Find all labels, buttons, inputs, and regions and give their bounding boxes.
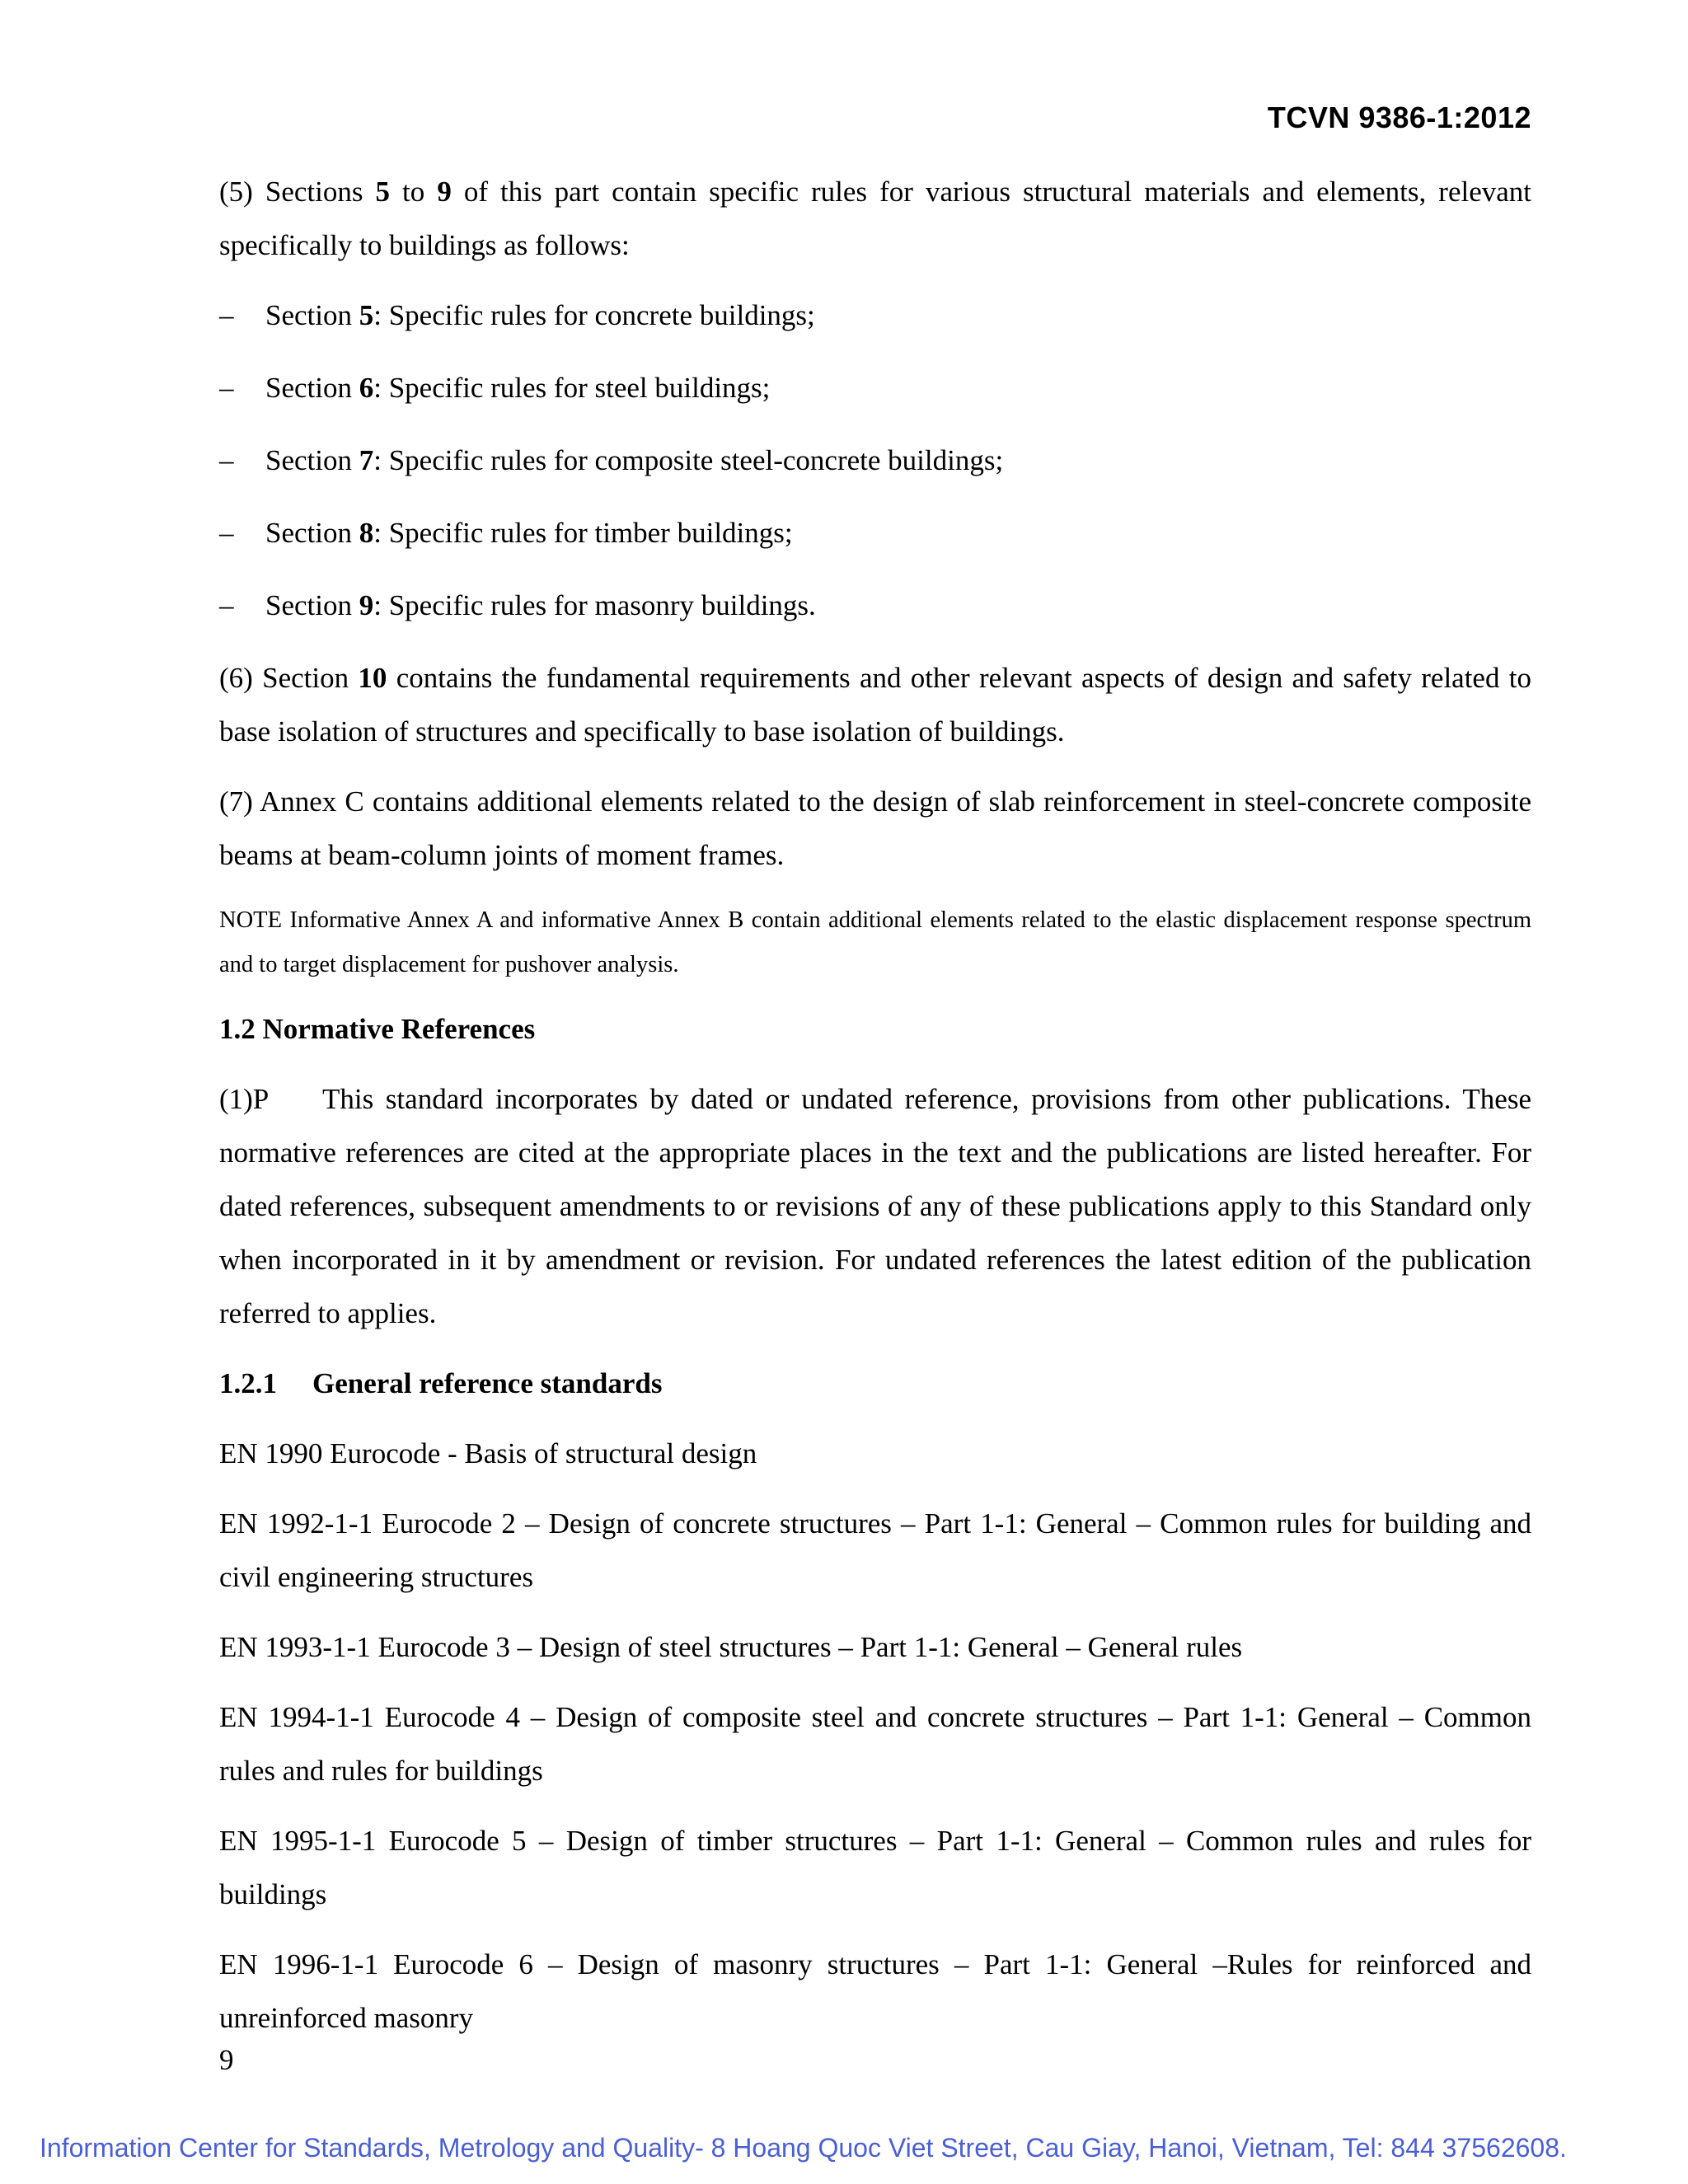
heading-general-reference-standards: [219, 1357, 1531, 1410]
list-item: – Section 5: Specific rules for concrete buildings;: [219, 288, 1531, 342]
list-item: – Section 7: Specific rules for composite steel-concrete buildings;: [219, 434, 1531, 487]
section-number: 7: [359, 444, 374, 476]
reference-entry: EN 1992-1-1 Eurocode 2 – Design of concrete structures – Part 1-1: General – Common rules for building and civil engineering structures: [219, 1507, 1531, 1593]
list-item: – Section 6: Specific rules for steel buildings;: [219, 361, 1531, 415]
section-number: 6: [359, 372, 374, 404]
p6-section-number: 10: [358, 662, 387, 694]
list-dash: –: [219, 517, 234, 549]
paragraph-1p: (1)P This standard incorporates by dated or undated reference, provisions from other publications. These normative references are cited at the appropriate places in the text and the publications are listed hereafter. For dated references, subsequent amendments to or revisions of any of these publications apply to this Standard only when incorporated in it by amendment or revision. For undated references the latest edition of the publication referred to applies.: [219, 1072, 1531, 1340]
list-item: – Section 8: Specific rules for timber buildings;: [219, 506, 1531, 560]
heading-normative-references: 1.2 Normative References: [219, 1013, 536, 1045]
reference-entry: EN 1994-1-1 Eurocode 4 – Design of composite steel and concrete structures – Part 1-1: General – Common rules and rules for buildings: [219, 1701, 1531, 1787]
p5-mid: to: [390, 176, 438, 208]
p5-section-start: 5: [375, 176, 390, 208]
section-number: 5: [359, 299, 374, 331]
heading-title: General reference standards: [312, 1367, 663, 1399]
section-number: 9: [359, 589, 374, 621]
heading-number: 1.2.1: [219, 1367, 277, 1399]
p5-prefix: (5) Sections: [219, 176, 376, 208]
list-item: – Section 9: Specific rules for masonry buildings.: [219, 579, 1531, 632]
section-number: 8: [359, 517, 374, 549]
provision-tag: (1)P: [219, 1083, 270, 1115]
paragraph-7: (7) Annex C contains additional elements related to the design of slab reinforcement in steel-concrete composite beams at beam-column joints of moment frames.: [219, 785, 1531, 871]
p5-section-end: 9: [437, 176, 452, 208]
sections-list: [219, 288, 1531, 632]
note-paragraph: NOTE Informative Annex A and informative Annex B contain additional elements related to the elastic displacement response spectrum and to target displacement for pushover analysis.: [219, 907, 1531, 977]
reference-entry: EN 1995-1-1 Eurocode 5 – Design of timber structures – Part 1-1: General – Common rules and rules for buildings: [219, 1825, 1531, 1910]
paragraph-6: (6) Section 10 contains the fundamental requirements and other relevant aspects of design and safety related to base isolation of structures and specifically to base isolation of buildings.: [219, 662, 1531, 748]
page-number: 9: [219, 2044, 234, 2076]
paragraph-5: [219, 165, 1531, 272]
footer-contact-info: Information Center for Standards, Metrology and Quality- 8 Hoang Quoc Viet Street, Cau Giay, Hanoi, Vietnam, Tel: 844 37562608.: [40, 2133, 1567, 2163]
list-dash: –: [219, 589, 234, 621]
list-dash: –: [219, 444, 234, 476]
page-content: [219, 165, 1531, 2061]
reference-entry: EN 1993-1-1 Eurocode 3 – Design of steel structures – Part 1-1: General – General rules: [219, 1631, 1243, 1663]
p5-rest: of this part contain specific rules for various structural materials and elements, relevant specifically to buildings as follows:: [219, 176, 1532, 261]
list-dash: –: [219, 372, 234, 404]
reference-entry: EN 1990 Eurocode - Basis of structural design: [219, 1437, 757, 1469]
reference-entry: EN 1996-1-1 Eurocode 6 – Design of masonry structures – Part 1-1: General –Rules for reinforced and unreinforced masonry: [219, 1948, 1531, 2034]
standard-code-header: TCVN 9386-1:2012: [1267, 101, 1531, 134]
list-dash: –: [219, 299, 234, 331]
